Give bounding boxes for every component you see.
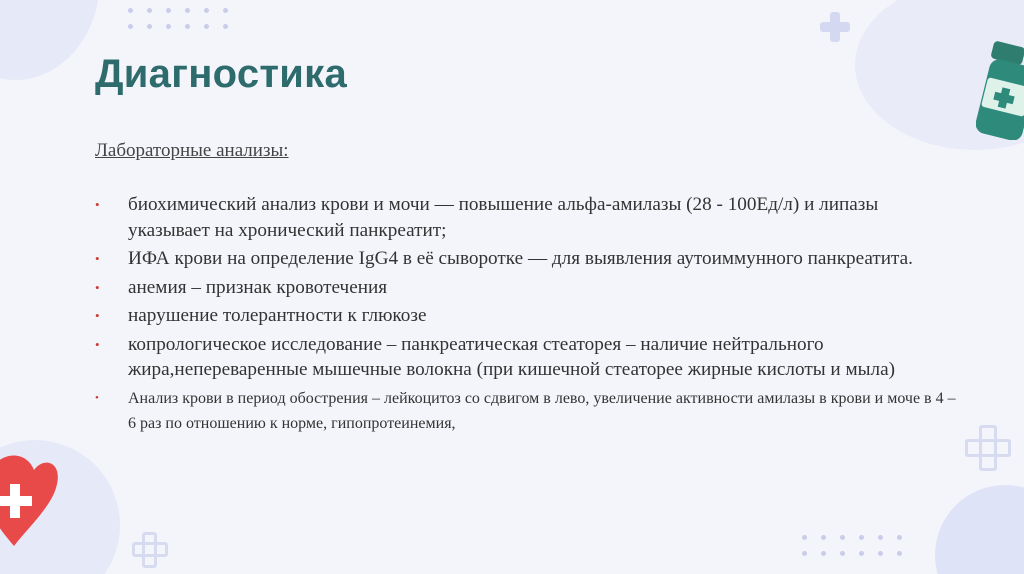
- plus-icon: [820, 12, 850, 42]
- medicine-bottle-icon: [976, 38, 1024, 140]
- section-subtitle: Лабораторные анализы:: [95, 140, 289, 161]
- list-item-text: копрологическое исследование – панкреатическая стеатоpея – наличие нейтрального жира,непереваренные мышечные волокна (при кишечной стеатоpее жирные кислоты и мыла): [128, 333, 895, 380]
- bullet-icon: •: [95, 197, 100, 212]
- bullet-icon: •: [95, 308, 100, 323]
- list-item: [92, 275, 962, 301]
- dot-pattern: [802, 535, 903, 556]
- list-item-text: ИФА крови на определение IgG4 в её сыворотке — для выявления аутоиммунного панкреатита.: [128, 248, 913, 269]
- heart-cross-icon: [0, 450, 62, 550]
- list-item: [92, 303, 962, 329]
- bullet-icon: •: [95, 251, 100, 266]
- bullet-icon: •: [95, 391, 99, 404]
- bullet-icon: •: [95, 279, 100, 295]
- list-item-text: Анализ крови в период обострения – лейкоцитоз со сдвигом в лево, увеличение активности амилазы в крови и моче в 4 – 6 раз по отношению к норме, гипопротеинемия,: [128, 389, 956, 432]
- plus-icon: [965, 425, 1005, 465]
- list-item: [92, 332, 962, 383]
- list-item-text: анемия – признак кровотечения: [128, 276, 388, 298]
- list-item-text: биохимический анализ крови и мочи — повышение альфа-амилазы (28 - 100Ед/л) и липазы указывает на хронический панкреатит;: [128, 194, 879, 241]
- page-title: Диагностика: [95, 52, 348, 96]
- list-item: [92, 386, 962, 436]
- analysis-list: [92, 192, 962, 439]
- plus-icon: [132, 532, 162, 562]
- background-blob: [0, 0, 100, 80]
- list-item: [92, 192, 962, 243]
- bullet-icon: •: [95, 336, 100, 352]
- dot-pattern: [128, 8, 229, 29]
- list-item-text: нарушение толерантности к глюкозе: [128, 305, 427, 326]
- list-item: [92, 246, 962, 272]
- background-blob: [935, 485, 1024, 574]
